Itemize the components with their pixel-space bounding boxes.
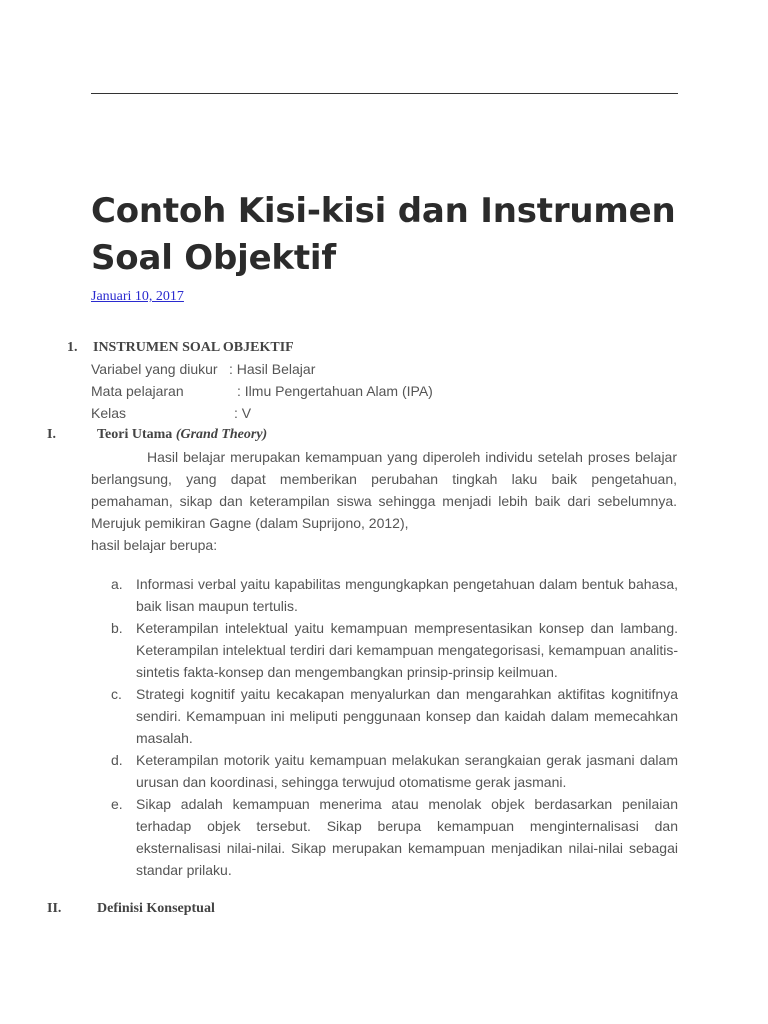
list-item [111, 749, 678, 793]
list-marker: e. [111, 796, 123, 812]
learning-outcomes-list [111, 573, 678, 881]
list-item [111, 793, 678, 881]
list-marker: d. [111, 752, 123, 768]
list-item-text: Keterampilan motorik yaitu kemampuan melakukan serangkaian gerak jasmani dalam urusan dan koordinasi, sehingga terwujud otomatisme gerak jasmani. [136, 752, 678, 790]
page-title: Contoh Kisi-kisi dan Instrumen Soal Objektif [91, 191, 676, 278]
post-date-link[interactable]: Januari 10, 2017 [91, 289, 184, 304]
list-item [111, 683, 678, 749]
list-item-text: Sikap adalah kemampuan menerima atau menolak objek berdasarkan penilaian terhadap objek tersebut. Sikap berupa kemampuan menginternalisasi dan eksternalisasi nilai-nilai. Sikap merupakan kemampuan menjadikan nilai-nilai sebagai standar prilaku. [136, 796, 678, 878]
list-item [111, 573, 678, 617]
body-paragraph-tail: hasil belajar berupa: [91, 537, 218, 553]
list-item-text: Strategi kognitif yaitu kecakapan menyalurkan dan mengarahkan aktifitas kognitifnya sendiri. Kemampuan ini meliputi penggunaan konsep dan kaidah dalam memecahkan masalah. [136, 686, 678, 746]
section-heading: INSTRUMEN SOAL OBJEKTIF [93, 340, 294, 355]
top-divider [91, 93, 678, 94]
list-item-text: Informasi verbal yaitu kapabilitas mengungkapkan pengetahuan dalam bentuk bahasa, baik lisan maupun tertulis. [136, 576, 678, 614]
section-number: 1. [67, 340, 78, 355]
field-variabel [91, 358, 316, 380]
list-item [111, 617, 678, 683]
field-value: : Ilmu Pengertahuan Alam (IPA) [237, 383, 433, 399]
body-paragraph [91, 446, 677, 534]
list-marker: c. [111, 686, 122, 702]
field-label: Mata pelajaran [91, 383, 184, 399]
body-paragraph-text: Hasil belajar merupakan kemampuan yang diperoleh individu setelah proses belajar berlangsung, yang dapat memberikan perubahan tingkah laku baik pengetahuan, pemahaman, sikap dan keterampilan siswa sehingga menjadi lebih baik dari sebelumnya. Merujuk pemikiran Gagne (dalam Suprijono, 2012), [91, 449, 677, 531]
part2-heading: Definisi Konseptual [97, 901, 215, 916]
part1-numeral: I. [47, 427, 56, 442]
field-mata-pelajaran [91, 380, 433, 402]
list-marker: a. [111, 576, 123, 592]
field-value: : V [234, 405, 252, 421]
field-label: Variabel yang diukur [91, 361, 218, 377]
part1-heading-italic: (Grand Theory) [175, 427, 268, 442]
part1-heading [97, 427, 267, 443]
field-kelas [91, 402, 252, 424]
list-item-text: Keterampilan intelektual yaitu kemampuan mempresentasikan konsep dan lambang. Keterampilan intelektual terdiri dari kemampuan mengategorisasi, kemampuan analitis-sintetis fakta-konsep dan mengembangkan prinsip-prinsip keilmuan. [136, 620, 678, 680]
list-marker: b. [111, 620, 123, 636]
part1-heading-text: Teori Utama [97, 427, 173, 442]
field-label: Kelas [91, 405, 127, 421]
part2-numeral: II. [47, 901, 62, 916]
field-value: : Hasil Belajar [229, 361, 316, 377]
